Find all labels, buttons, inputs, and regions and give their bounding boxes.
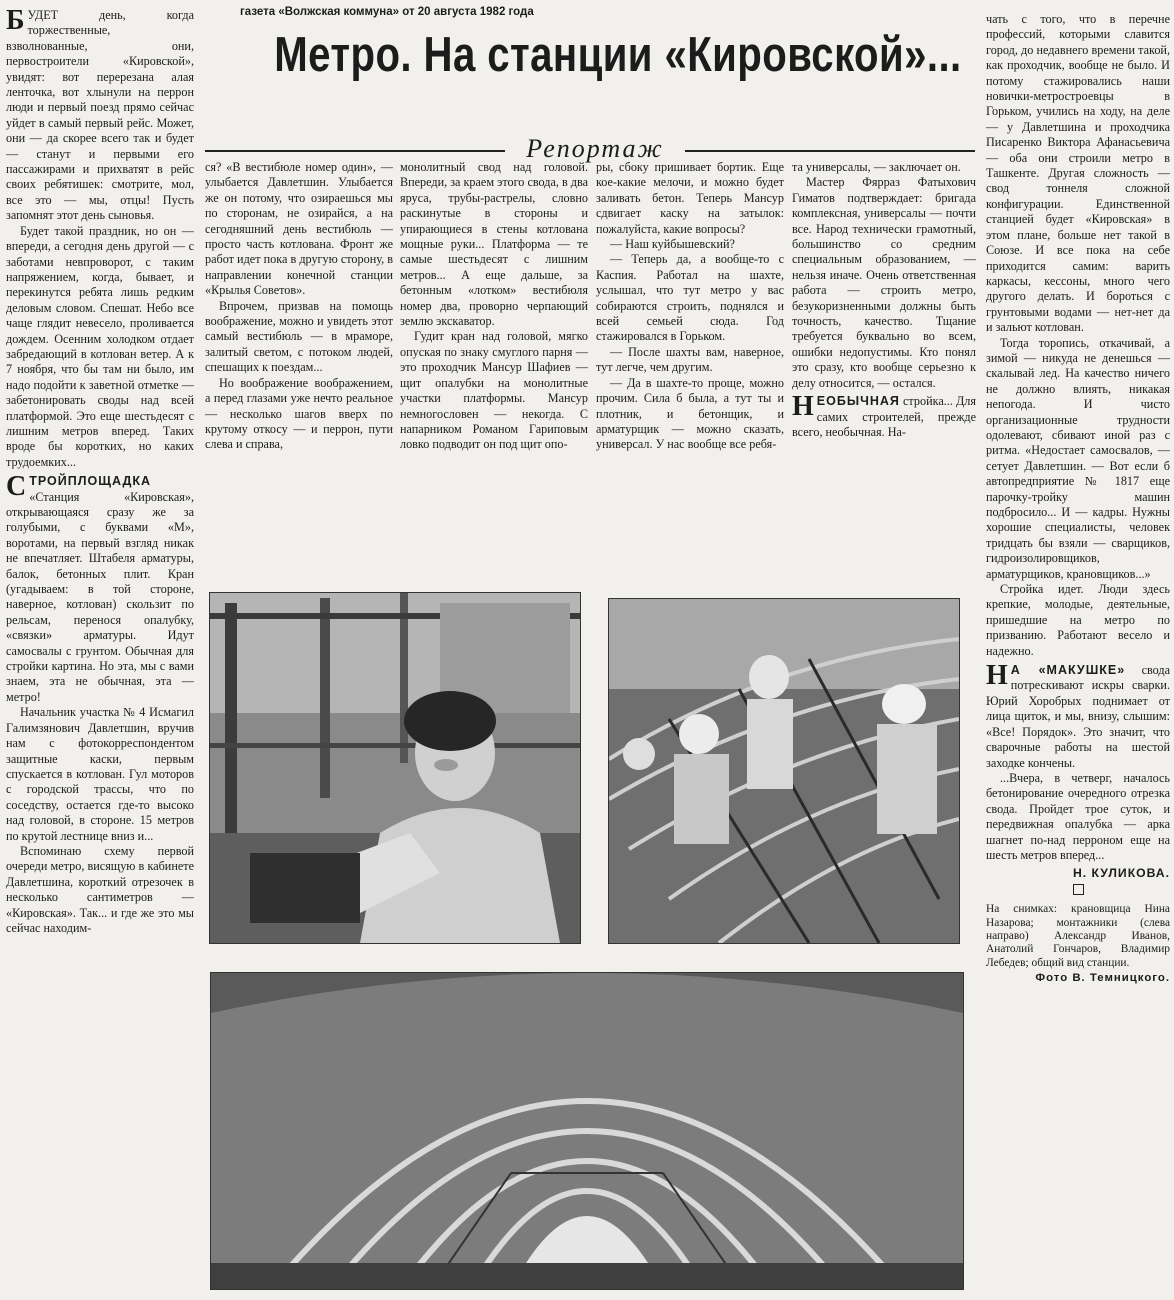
col6-paragraph-5: ...Вчера, в четверг, началось бетонирование очередного отрезка свода. Пройдет трое суток, и передвижная опалубка — арка шагнет по-над перроном еще на шесть метров вперед... xyxy=(986,770,1170,862)
col6-paragraph-3: Стройка идет. Люди здесь крепкие, молодые, деятельные, пришедшие на метро по призванию. Работают весело и надежно. xyxy=(986,582,1170,658)
col5-paragraph-2: Мастер Фярраз Фатыхович Гиматов подтверждает: бригада комплексная, универсалы — почти все. Народ технически грамотный, большинство со средним специальным образованием, — нельзя иначе. Очень ответственная работа — строить метро, безукоризненными должны быть точность, качество. Тщание требуется буквально во всем, ошибки недопустимы. Кто понял это сразу, кто вообще серьезно к делу относится, — остался. xyxy=(792,175,976,390)
col1-text-3: «Станция «Кировская», открывающаяся сразу же за голубыми, с буквами «М», воротами, на первый взгляд никак не впечатляет. Штабеля арматуры, балок, бетонных плит. Кран (угадываем: в той стороне, наверное, котлован) скользит по рельсам, перенося опалубку, «связки» арматуры. Идут самосвалы с грунтом. Обычная для стройки картина. Но эта, мы с вами знаем, эта не обычная, эта — метро! xyxy=(6,489,194,704)
drop-cap: Н xyxy=(792,391,814,423)
photo-installers xyxy=(608,598,960,944)
col1-subhead xyxy=(6,471,194,705)
col3-paragraph-2: Гудит кран над головой, мягко опуская по знаку смуглого парня — это проходчик Мансур Шафиев — щит опалубки на монолитные участки платформы. Мансур немногословен — некогда. С напарником Романом Гариповым ловко подводит он под щит опо- xyxy=(400,329,588,452)
drop-cap: Н xyxy=(986,660,1008,692)
col6-subhead xyxy=(986,660,1170,771)
col4-paragraph-3: — Теперь да, а вообще-то с Каспия. Работал на шахте, услышал, что тут метро у вас собираются строить, поднялся и всей семьей сюда. Год стажировался в Горьком. xyxy=(596,252,784,344)
col5-paragraph-1: та универсалы, — заключает он. xyxy=(792,160,961,174)
column-4 xyxy=(596,160,784,580)
subhead-text: А «МАКУШКЕ» xyxy=(1010,663,1126,678)
end-mark xyxy=(986,884,1170,899)
col2-paragraph-3: Но воображение воображением, а перед глазами уже нечто реальное — несколько шагов вверх по крутому откосу — и перрон, пути слева и справа, xyxy=(205,375,393,452)
photo-station-interior-image xyxy=(211,973,963,1289)
col4-paragraph-1: ры, сбоку пришивает бортик. Еще кое-какие мелочи, и можно будет заливать бетон. Теперь Мансур сдвигает каску на затылок: пожалуйста, какие вопросы? xyxy=(596,160,784,236)
column-1 xyxy=(6,8,194,1296)
rubric-rule-left xyxy=(205,150,505,152)
photo-crane-operator xyxy=(209,592,581,944)
author-signature: Н. КУЛИКОВА. xyxy=(1072,866,1170,881)
drop-cap: Б xyxy=(6,8,25,36)
photo-installers-image xyxy=(609,599,959,943)
col1-paragraph-2: Будет такой праздник, но он — впереди, а сегодня день другой — с заботами невпроворот, с таким напряжением, когда, бывает, и перекинутся ребята лишь редким деловым словом. Спешат. Небо все чаще глядит невесело, проливается дождем. Осенним холодком отдает забредающий в котлован ветер. А к 7 ноября, что бы там ни было, им надо подойти к заветной отметке — забетонировать своды над всей платформой. Это еще шестьдесят с лишним метров вперед. Таких вроде бы коротких, но каких трудоемких... xyxy=(6,223,194,469)
col2-paragraph-2: Впрочем, призвав на помощь воображение, можно и увидеть этот самый вестибюль — в мраморе, залитый светом, с потоком людей, спешащих к поездам... xyxy=(205,298,393,375)
col4-paragraph-5: — Да в шахте-то проще, можно прочим. Сила б была, а тут ты и плотник, и бетонщик, и арматурщик — можно сказать, универсал. У нас вообще все ребя- xyxy=(596,375,784,452)
col1-paragraph-1 xyxy=(6,8,194,224)
col6-paragraph-1: чать с того, что в перечне профессий, которыми славится город, до недавнего времени такой, как проходчик, вообще не было. И потому стажировались наши новички-метростроевцы в Горьком, учились на ходу, на деле — у Давлетшина и проходчика Писаренко Виктора Афанасьевича — оба они строили метро в Ташкенте. Другая сложность — свод тоннеля сложной конфигурации. Единственной станцией будет «Кировская» в этом плане, больше нет такой в Союзе. И все пока на себе приходится самим: варить каркасы, кессоны, много чего другого делать. И бороться с грунтовыми водами — нет-нет да и зальют котлован. xyxy=(986,12,1170,335)
source-line: газета «Волжская коммуна» от 20 августа 1982 года xyxy=(240,6,534,18)
photo-station-interior xyxy=(210,972,964,1290)
subhead-text: ЕОБЫЧНАЯ xyxy=(816,394,900,409)
subhead-text: ТРОЙПЛОЩАДКА xyxy=(29,474,152,489)
col1-paragraph-4: Начальник участка № 4 Исмагил Галимзянович Давлетшин, вручив нам с фотокорреспондентом защитные каски, первым спускается в котлован. Гул моторов с городской трассы, что по соседству, остается где-то высоко над головой, в стороне. 15 метров по крутой лестнице вниз и... xyxy=(6,705,194,843)
col3-paragraph-1: монолитный свод над головой. Впереди, за краем этого свода, в два яруса, трубы-растрелы, словно раскинутые в стороны и упирающиеся в стены котлована мощные руки... Платформа — те самые шестьдесят с лишним метров... А еще дальше, за бетонным «лотком» вестибюля номер два, проворно черпающий землю экскаватор. xyxy=(400,160,588,329)
photo-crane-operator-image xyxy=(210,593,580,943)
col6-paragraph-2: Тогда торопись, откачивай, а зимой — никуда не денешься — скалывай лед. На качество ничего не должно влиять, никакая непогода. И чисто организационные трудности одолевают, сбивают иной раз с ритма. «Недостает самосвалов, — сетует Давлетшин. — Вот если б автопредприятие № 1817 еще парочку-тройку машин подбросило... И — кадры. Нужны хорошие специалисты, человек тридцать бы взяли — сварщиков, гидроизолировщиков, арматурщиков, крановщиков...» xyxy=(986,335,1170,581)
col5-subhead xyxy=(792,391,976,440)
column-6 xyxy=(986,12,1170,1296)
drop-cap: С xyxy=(6,471,27,503)
headline: Метро. На станции «Кировской»... xyxy=(274,28,962,82)
col4-paragraph-4: — После шахты вам, наверное, тут легче, чем другим. xyxy=(596,344,784,375)
column-3 xyxy=(400,160,588,580)
col6-text-4: свода потрескивают искры сварки. Юрий Хоробрых поднимает от лица щиток, и мы, внизу, слышим: «Все! Порядок». Это значит, что сварочные работы на шестой заходке кончены. xyxy=(986,663,1170,770)
column-5 xyxy=(792,160,976,580)
col1-text-1: УДЕТ день, когда торжественные, взволнованные, они, первостроители «Кировской», увидят: вот перерезана алая ленточка, вот хлынули на перрон люди и первый поезд прямо сейчас уйдет в самый первый рейс. Может, они — да скорее всего так и будет — станут и первыми его пассажирами и прихватят в рейс своих ребятишек: смотрите, мол, все это — мы, отцы! Пусть запомнят этот день сыновья. xyxy=(6,8,194,223)
col1-paragraph-5: Вспоминаю схему первой очереди метро, висящую в кабинете Давлетшина, короткий отрезочек в несколько сантиметров — «Кировская». Так... и где же это мы сейчас находим- xyxy=(6,843,194,935)
col2-paragraph-1: ся? «В вестибюле номер один», — улыбается Давлетшин. Улыбается же он потому, что озираешься мы по сторонам, не озирайся, а на сегодняшний день вестибюль — просто часть котлована. Фронт же работ идет пока в другую сторону, в направлении конечной станции «Крылья Советов». xyxy=(205,160,393,298)
rubric-label: Репортаж xyxy=(526,134,664,163)
column-2 xyxy=(205,160,393,580)
rubric-rule-right xyxy=(685,150,975,152)
photo-caption: На снимках: крановщица Нина Назарова; монтажники (слева направо) Александр Иванов, Анатолий Гончаров, Владимир Лебедев; общий вид станции. xyxy=(986,903,1170,969)
col4-paragraph-2: — Наш куйбышевский? xyxy=(610,237,735,252)
end-square-icon xyxy=(1073,884,1084,895)
photo-credit: Фото В. Темницкого. xyxy=(1035,972,1170,985)
col5-text-3: стройка... Для самих строителей, прежде всего, необычная. На- xyxy=(792,394,976,439)
